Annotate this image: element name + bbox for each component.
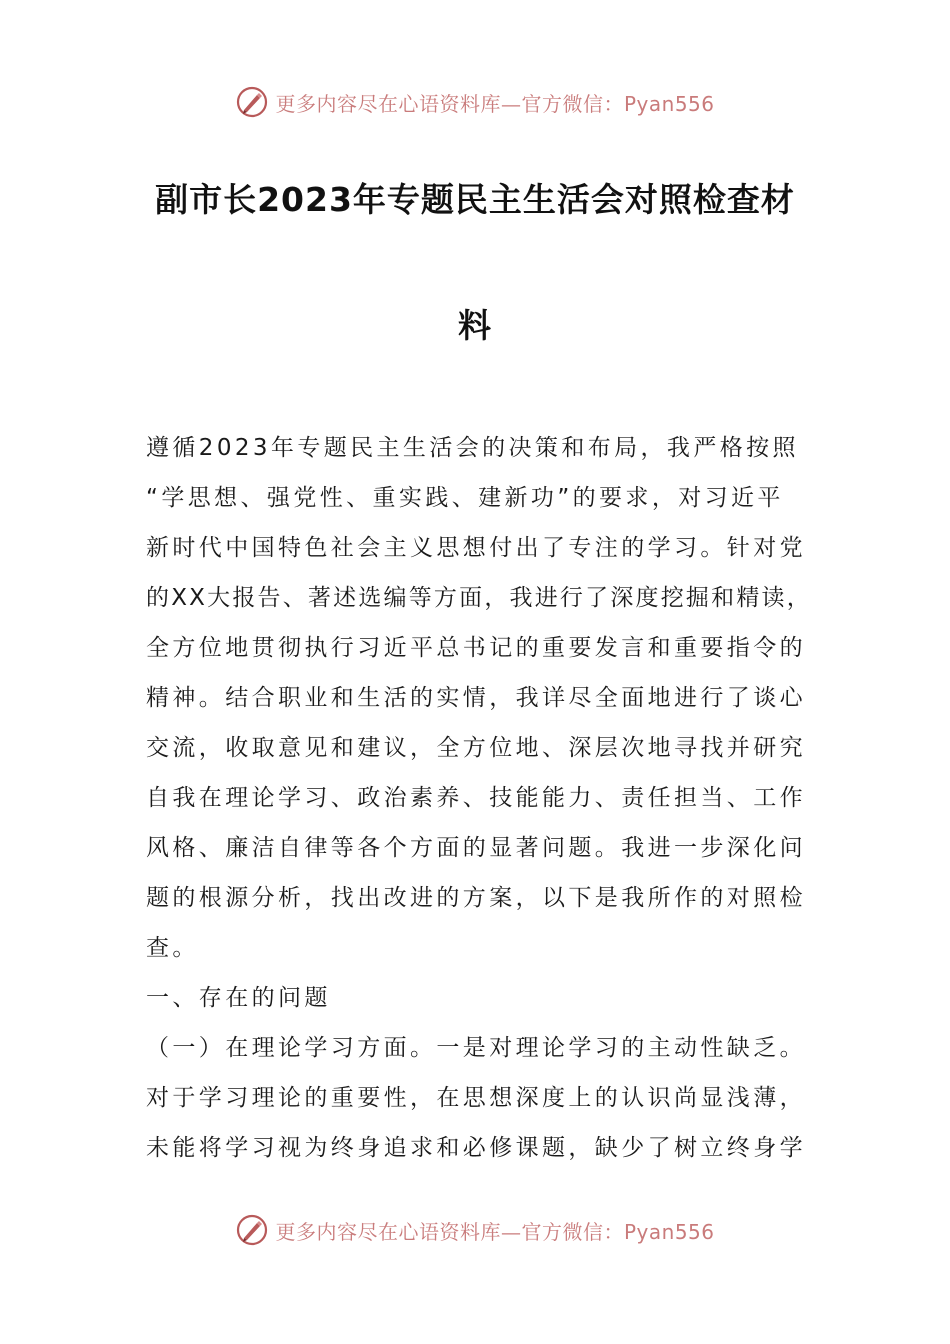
pen-logo-icon <box>235 1213 269 1247</box>
watermark-header <box>0 82 950 122</box>
body-line: （一）在理论学习方面。一是对理论学习的主动性缺乏。 <box>146 1035 806 1061</box>
watermark-text: 更多内容尽在心语资料库—官方微信： <box>275 1219 624 1244</box>
body-line: 查。 <box>146 935 199 961</box>
body-line: 的XX大报告、著述选编等方面，我进行了深度挖掘和精读， <box>146 585 812 611</box>
watermark-footer <box>0 1210 950 1250</box>
body-line: 对于学习理论的重要性，在思想深度上的认识尚显浅薄， <box>146 1085 806 1111</box>
body-line: 题的根源分析，找出改进的方案，以下是我所作的对照检 <box>146 885 806 911</box>
watermark-text: 更多内容尽在心语资料库—官方微信： <box>275 91 624 116</box>
pen-logo-icon <box>235 85 269 119</box>
body-line: 全方位地贯彻执行习近平总书记的重要发言和重要指令的 <box>146 635 806 661</box>
body-line: 未能将学习视为终身追求和必修课题，缺少了树立终身学 <box>146 1135 806 1161</box>
document-body <box>146 430 810 1180</box>
body-line: 精神。结合职业和生活的实情，我详尽全面地进行了谈心 <box>146 685 806 711</box>
body-line: 交流，收取意见和建议，全方位地、深层次地寻找并研究 <box>146 735 806 761</box>
watermark-wechat-id: Pyan556 <box>623 91 715 116</box>
watermark-wechat-id: Pyan556 <box>623 1219 715 1244</box>
body-line: “学思想、强党性、重实践、建新功”的要求，对习近平 <box>146 485 784 511</box>
body-line: 自我在理论学习、政治素养、技能能力、责任担当、工作 <box>146 785 806 811</box>
body-line: 新时代中国特色社会主义思想付出了专注的学习。针对党 <box>146 535 806 561</box>
body-line: 遵循2023年专题民主生活会的决策和布局，我严格按照 <box>146 435 799 461</box>
document-title-line-1: 副市长2023年专题民主生活会对照检查材 <box>155 180 795 219</box>
section-heading: 一、存在的问题 <box>146 985 331 1011</box>
document-title-line-2: 料 <box>458 306 492 345</box>
body-line: 风格、廉洁自律等各个方面的显著问题。我进一步深化问 <box>146 835 806 861</box>
